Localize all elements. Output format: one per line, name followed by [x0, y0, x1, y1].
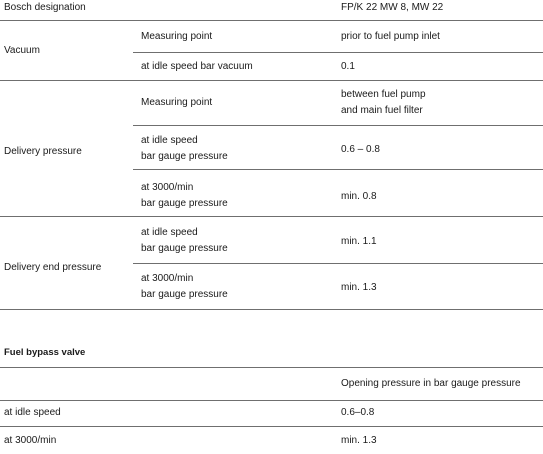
delivery-idle-label-2: bar gauge pressure — [141, 151, 228, 162]
section-title: Fuel bypass valve — [4, 347, 86, 358]
delivery-3000-label-2: bar gauge pressure — [141, 198, 228, 209]
vacuum-measuring-point-value: prior to fuel pump inlet — [341, 31, 440, 42]
delivery-end-idle-value: min. 1.1 — [341, 236, 377, 247]
column-header: Opening pressure in bar gauge pressure — [341, 378, 521, 389]
delivery-end-idle-label-1: at idle speed — [141, 227, 198, 238]
delivery-end-idle-label-2: bar gauge pressure — [141, 243, 228, 254]
delivery-end-3000-value: min. 1.3 — [341, 282, 377, 293]
delivery-3000-label-1: at 3000/min — [141, 182, 194, 193]
vacuum-label: Vacuum — [4, 45, 40, 56]
divider — [0, 400, 543, 401]
bosch-designation-value: FP/K 22 MW 8, MW 22 — [341, 2, 444, 13]
delivery-end-pressure-label: Delivery end pressure — [4, 262, 102, 273]
delivery-end-3000-label-2: bar gauge pressure — [141, 289, 228, 300]
vacuum-idle-value: 0.1 — [341, 61, 355, 72]
divider — [0, 20, 543, 21]
divider — [133, 125, 543, 126]
delivery-3000-value: min. 0.8 — [341, 191, 377, 202]
divider — [133, 52, 543, 53]
vacuum-measuring-point-label: Measuring point — [141, 31, 213, 42]
delivery-idle-value: 0.6 – 0.8 — [341, 144, 380, 155]
bosch-designation-label: Bosch designation — [4, 2, 86, 13]
vacuum-idle-label: at idle speed bar vacuum — [141, 61, 253, 72]
bypass-idle-label: at idle speed — [4, 407, 61, 418]
divider — [0, 426, 543, 427]
bypass-3000-value: min. 1.3 — [341, 435, 377, 446]
divider — [0, 309, 543, 310]
divider — [133, 263, 543, 264]
divider — [0, 216, 543, 217]
delivery-end-3000-label-1: at 3000/min — [141, 273, 194, 284]
bypass-3000-label: at 3000/min — [4, 435, 57, 446]
delivery-measuring-point-label: Measuring point — [141, 97, 213, 108]
divider — [0, 80, 543, 81]
delivery-idle-label-1: at idle speed — [141, 135, 198, 146]
delivery-pressure-label: Delivery pressure — [4, 146, 82, 157]
delivery-measuring-point-value-2: and main fuel filter — [341, 105, 423, 116]
divider — [133, 169, 543, 170]
bypass-idle-value: 0.6–0.8 — [341, 407, 375, 418]
delivery-measuring-point-value-1: between fuel pump — [341, 89, 426, 100]
divider — [0, 367, 543, 368]
